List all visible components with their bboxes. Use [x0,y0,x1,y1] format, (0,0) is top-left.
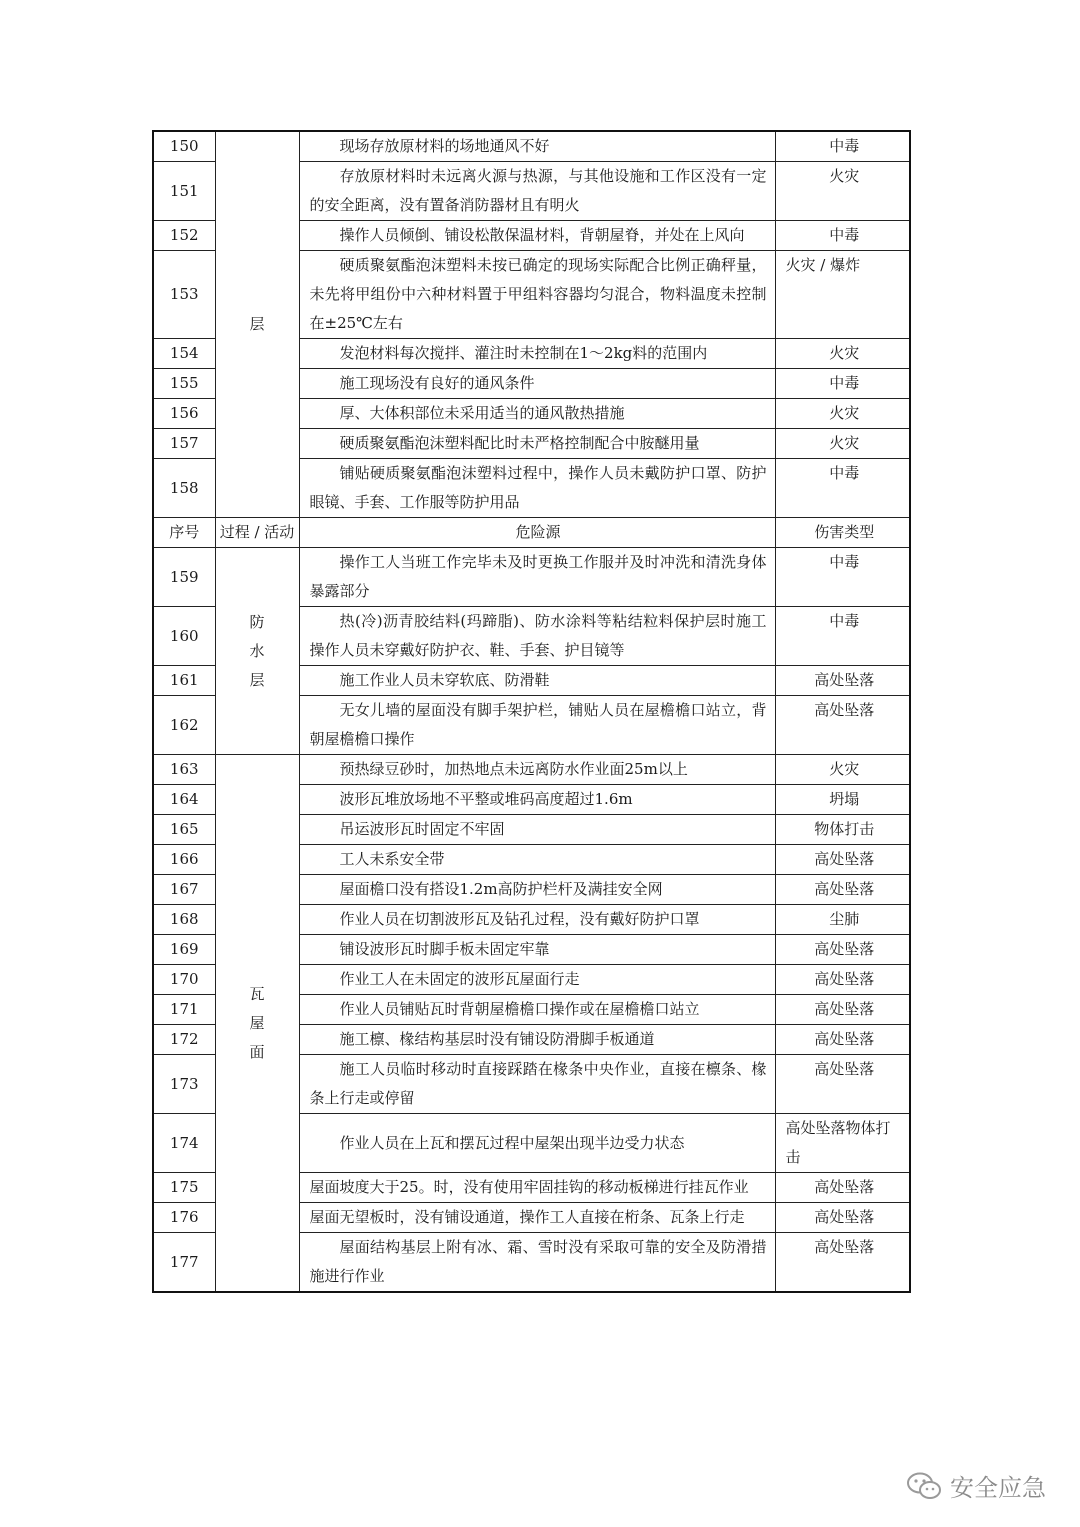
hazard-cell: 发泡材料每次搅拌、灌注时未控制在1～2kg料的范围内 [299,339,775,369]
harm-type-cell: 中毒 [775,607,910,666]
watermark [906,1468,1046,1503]
activity-label: 瓦屋面 [249,984,265,1061]
hazard-table [152,130,911,1293]
activity-cell [215,548,299,755]
row-number: 152 [153,221,215,251]
harm-type-cell: 高处坠落 [775,1055,910,1114]
row-number: 153 [153,251,215,339]
hazard-cell: 工人未系安全带 [299,845,775,875]
harm-type-cell: 物体打击 [775,815,910,845]
harm-type-cell: 中毒 [775,369,910,399]
hazard-cell: 铺设波形瓦时脚手板未固定牢靠 [299,935,775,965]
activity-cell [215,755,299,1293]
harm-type-cell: 高处坠落 [775,1203,910,1233]
row-number: 156 [153,399,215,429]
harm-type-cell: 火灾 / 爆炸 [775,251,910,339]
hazard-cell: 屋面檐口没有搭设1.2m高防护栏杆及满挂安全网 [299,875,775,905]
row-number: 166 [153,845,215,875]
row-number: 173 [153,1055,215,1114]
row-number: 175 [153,1173,215,1203]
harm-type-cell: 火灾 [775,755,910,785]
hazard-cell: 无女儿墙的屋面没有脚手架护栏，铺贴人员在屋檐檐口站立，背朝屋檐檐口操作 [299,696,775,755]
wechat-icon [906,1471,942,1501]
row-number: 165 [153,815,215,845]
row-number: 151 [153,162,215,221]
harm-type-cell: 尘肺 [775,905,910,935]
hazard-cell: 屋面结构基层上附有冰、霜、雪时没有采取可靠的安全及防滑措施进行作业 [299,1233,775,1293]
hazard-cell: 操作工人当班工作完毕未及时更换工作服并及时冲洗和清洗身体暴露部分 [299,548,775,607]
row-number: 154 [153,339,215,369]
row-number: 172 [153,1025,215,1055]
row-number: 170 [153,965,215,995]
hazard-cell: 施工作业人员未穿软底、防滑鞋 [299,666,775,696]
activity-label: 防水层 [249,612,265,689]
hazard-cell: 屋面无望板时，没有铺设通道，操作工人直接在桁条、瓦条上行走 [299,1203,775,1233]
header-hazard: 危险源 [299,518,775,548]
row-number: 160 [153,607,215,666]
row-number: 169 [153,935,215,965]
harm-type-cell: 火灾 [775,339,910,369]
header-no: 序号 [153,518,215,548]
row-number: 158 [153,459,215,518]
row-number: 162 [153,696,215,755]
hazard-cell: 存放原材料时未远离火源与热源，与其他设施和工作区没有一定的安全距离，没有置备消防器材且有明火 [299,162,775,221]
harm-type-cell: 高处坠落 [775,1233,910,1293]
activity-label: 层 [249,315,265,333]
row-number: 159 [153,548,215,607]
harm-type-cell: 高处坠落物体打击 [775,1114,910,1173]
harm-type-cell: 高处坠落 [775,666,910,696]
row-number: 171 [153,995,215,1025]
row-number: 167 [153,875,215,905]
hazard-cell: 作业人员在上瓦和摆瓦过程中屋架出现半边受力状态 [299,1114,775,1173]
harm-type-cell: 高处坠落 [775,696,910,755]
hazard-cell: 预热绿豆砂时，加热地点未远离防水作业面25m以上 [299,755,775,785]
harm-type-cell: 高处坠落 [775,845,910,875]
harm-type-cell: 高处坠落 [775,995,910,1025]
row-number: 157 [153,429,215,459]
hazard-table-body [153,131,910,1292]
activity-cell [215,131,299,518]
hazard-cell: 硬质聚氨酯泡沫塑料配比时未严格控制配合中胺醚用量 [299,429,775,459]
watermark-text: 安全应急 [950,1474,1046,1502]
table-row [153,131,910,162]
hazard-cell: 现场存放原材料的场地通风不好 [299,131,775,162]
harm-type-cell: 中毒 [775,131,910,162]
table-row [153,548,910,607]
harm-type-cell: 坍塌 [775,785,910,815]
hazard-cell: 屋面坡度大于25。时，没有使用牢固挂钩的移动板梯进行挂瓦作业 [299,1173,775,1203]
harm-type-cell: 高处坠落 [775,1173,910,1203]
row-number: 163 [153,755,215,785]
header-activity: 过程 / 活动 [215,518,299,548]
hazard-cell: 作业人员铺贴瓦时背朝屋檐檐口操作或在屋檐檐口站立 [299,995,775,1025]
harm-type-cell: 中毒 [775,221,910,251]
harm-type-cell: 火灾 [775,429,910,459]
row-number: 168 [153,905,215,935]
harm-type-cell: 中毒 [775,548,910,607]
row-number: 176 [153,1203,215,1233]
hazard-cell: 施工现场没有良好的通风条件 [299,369,775,399]
hazard-cell: 施工檩、椽结构基层时没有铺设防滑脚手板通道 [299,1025,775,1055]
hazard-cell: 厚、大体积部位未采用适当的通风散热措施 [299,399,775,429]
harm-type-cell: 高处坠落 [775,935,910,965]
harm-type-cell: 中毒 [775,459,910,518]
hazard-cell: 施工人员临时移动时直接踩踏在椽条中央作业，直接在檩条、椽条上行走或停留 [299,1055,775,1114]
hazard-cell: 硬质聚氨酯泡沫塑料未按已确定的现场实际配合比例正确秤量，未先将甲组份中六种材料置于甲组料容器均匀混合，物料温度未控制在±25℃左右 [299,251,775,339]
row-number: 161 [153,666,215,696]
harm-type-cell: 火灾 [775,399,910,429]
hazard-cell: 铺贴硬质聚氨酯泡沫塑料过程中，操作人员未戴防护口罩、防护眼镜、手套、工作服等防护用品 [299,459,775,518]
hazard-cell: 作业人员在切割波形瓦及钻孔过程，没有戴好防护口罩 [299,905,775,935]
header-row [153,518,910,548]
hazard-cell: 作业工人在未固定的波形瓦屋面行走 [299,965,775,995]
row-number: 155 [153,369,215,399]
header-harm: 伤害类型 [775,518,910,548]
row-number: 164 [153,785,215,815]
harm-type-cell: 高处坠落 [775,965,910,995]
hazard-cell: 波形瓦堆放场地不平整或堆码高度超过1.6m [299,785,775,815]
harm-type-cell: 高处坠落 [775,875,910,905]
row-number: 174 [153,1114,215,1173]
harm-type-cell: 火灾 [775,162,910,221]
table-row [153,755,910,785]
hazard-cell: 吊运波形瓦时固定不牢固 [299,815,775,845]
hazard-cell: 操作人员倾倒、铺设松散保温材料，背朝屋脊，并处在上风向 [299,221,775,251]
harm-type-cell: 高处坠落 [775,1025,910,1055]
hazard-cell: 热(冷)沥青胶结料(玛蹄脂)、防水涂料等粘结粒料保护层时施工操作人员未穿戴好防护衣、鞋、手套、护目镜等 [299,607,775,666]
row-number: 177 [153,1233,215,1293]
row-number: 150 [153,131,215,162]
